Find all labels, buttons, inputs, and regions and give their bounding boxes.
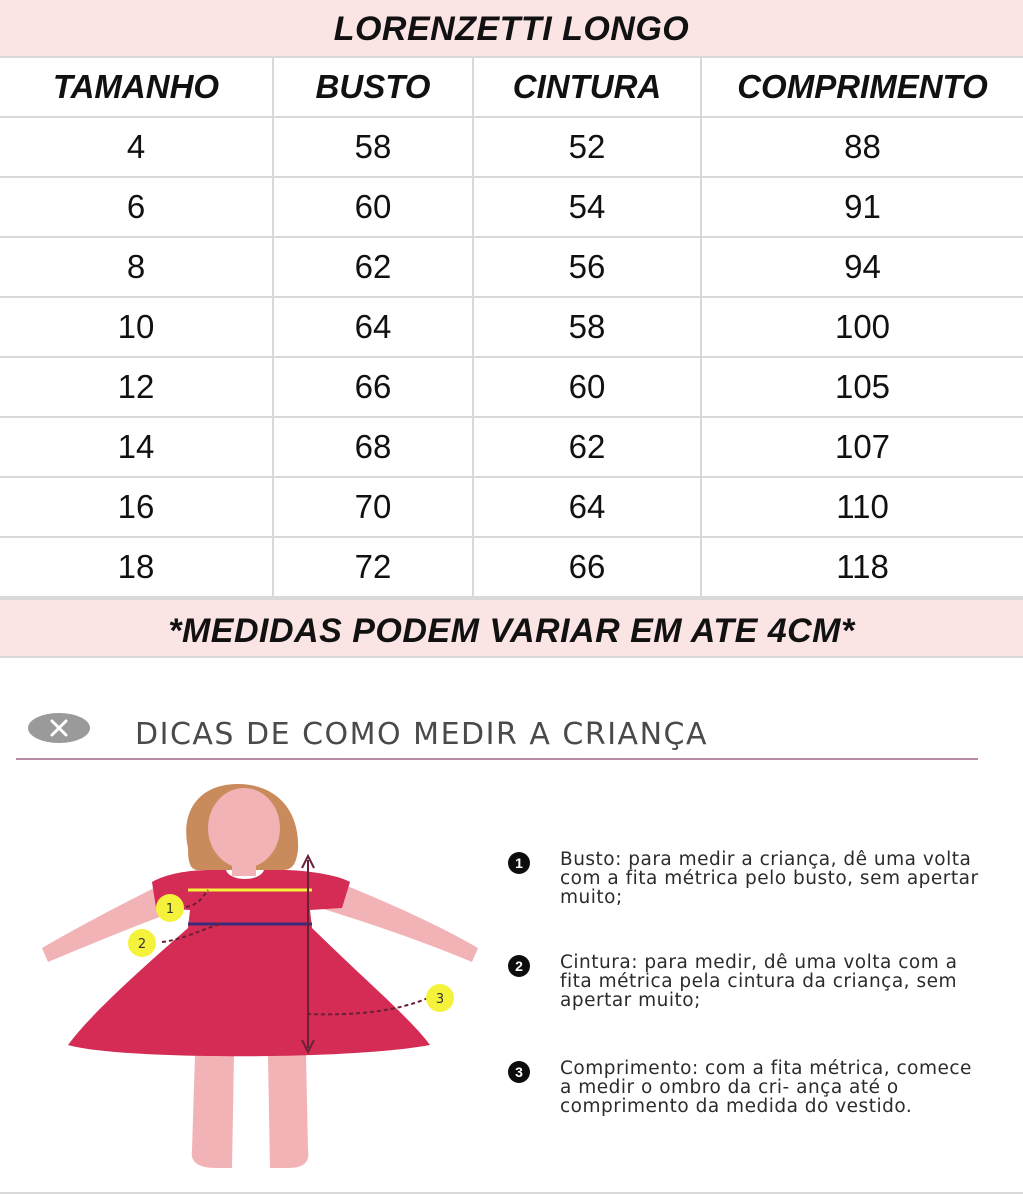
column-header-tamanho: TAMANHO <box>0 58 273 117</box>
table-cell-cintura: 56 <box>473 237 701 297</box>
table-cell-tamanho: 8 <box>0 237 273 297</box>
table-cell-cintura: 58 <box>473 297 701 357</box>
tip-number-2: 2 <box>508 955 530 977</box>
table-row <box>0 237 1023 297</box>
marker-1-label: 1 <box>165 902 175 917</box>
table-cell-comprimento: 100 <box>701 297 1023 357</box>
table-cell-busto: 60 <box>273 177 473 237</box>
dress <box>68 870 430 1056</box>
chart-title: LORENZETTI LONGO <box>0 0 1023 58</box>
table-cell-busto: 58 <box>273 117 473 177</box>
table-cell-busto: 72 <box>273 537 473 597</box>
table-cell-busto: 62 <box>273 237 473 297</box>
marker-3-label: 3 <box>435 992 445 1007</box>
table-cell-busto: 68 <box>273 417 473 477</box>
table-cell-cintura: 54 <box>473 177 701 237</box>
table-cell-comprimento: 118 <box>701 537 1023 597</box>
left-leg <box>192 1055 234 1168</box>
table-header-row <box>0 58 1023 117</box>
table-row <box>0 297 1023 357</box>
table-row <box>0 357 1023 417</box>
table-cell-cintura: 64 <box>473 477 701 537</box>
table-cell-tamanho: 14 <box>0 417 273 477</box>
column-header-busto: BUSTO <box>273 58 473 117</box>
table-row <box>0 537 1023 597</box>
table-cell-comprimento: 94 <box>701 237 1023 297</box>
table-cell-tamanho: 12 <box>0 357 273 417</box>
close-icon[interactable] <box>27 712 91 744</box>
table-row <box>0 177 1023 237</box>
tip-text-busto: Busto: para medir a criança, dê uma volta com a fita métrica pelo busto, sem apertar muito; <box>560 849 979 908</box>
tip-cintura <box>508 953 998 1013</box>
table-cell-comprimento: 107 <box>701 417 1023 477</box>
measurement-note: *MEDIDAS PODEM VARIAR EM ATE 4CM* <box>0 598 1023 658</box>
child-measurement-illustration <box>20 770 500 1190</box>
table-cell-cintura: 52 <box>473 117 701 177</box>
table-cell-cintura: 62 <box>473 417 701 477</box>
marker-2-label: 2 <box>137 937 147 952</box>
table-cell-tamanho: 18 <box>0 537 273 597</box>
table-cell-tamanho: 16 <box>0 477 273 537</box>
table-body <box>0 117 1023 597</box>
tip-busto <box>508 850 998 910</box>
table-cell-busto: 66 <box>273 357 473 417</box>
table-cell-comprimento: 105 <box>701 357 1023 417</box>
table-cell-busto: 64 <box>273 297 473 357</box>
tip-text-cintura: Cintura: para medir, dê uma volta com a fita métrica pela cintura da criança, sem apertar muito; <box>560 952 958 1011</box>
table-cell-busto: 70 <box>273 477 473 537</box>
table-cell-cintura: 60 <box>473 357 701 417</box>
tip-text-comprimento: Comprimento: com a fita métrica, comece a medir o ombro da cri- ança até o comprimento da medida do vestido. <box>560 1058 972 1117</box>
table-row <box>0 477 1023 537</box>
table-cell-tamanho: 6 <box>0 177 273 237</box>
table-cell-tamanho: 4 <box>0 117 273 177</box>
table-row <box>0 117 1023 177</box>
tip-number-3: 3 <box>508 1061 530 1083</box>
column-header-comprimento: COMPRIMENTO <box>701 58 1023 117</box>
table-cell-comprimento: 88 <box>701 117 1023 177</box>
tip-comprimento <box>508 1059 998 1139</box>
table-row <box>0 417 1023 477</box>
face <box>208 788 280 868</box>
table-cell-cintura: 66 <box>473 537 701 597</box>
tip-number-1: 1 <box>508 852 530 874</box>
size-table <box>0 58 1023 598</box>
table-cell-comprimento: 91 <box>701 177 1023 237</box>
table-cell-comprimento: 110 <box>701 477 1023 537</box>
howto-divider <box>16 758 978 760</box>
table-cell-tamanho: 10 <box>0 297 273 357</box>
howto-title: DICAS DE COMO MEDIR A CRIANÇA <box>135 717 708 752</box>
column-header-cintura: CINTURA <box>473 58 701 117</box>
right-leg <box>268 1055 308 1168</box>
